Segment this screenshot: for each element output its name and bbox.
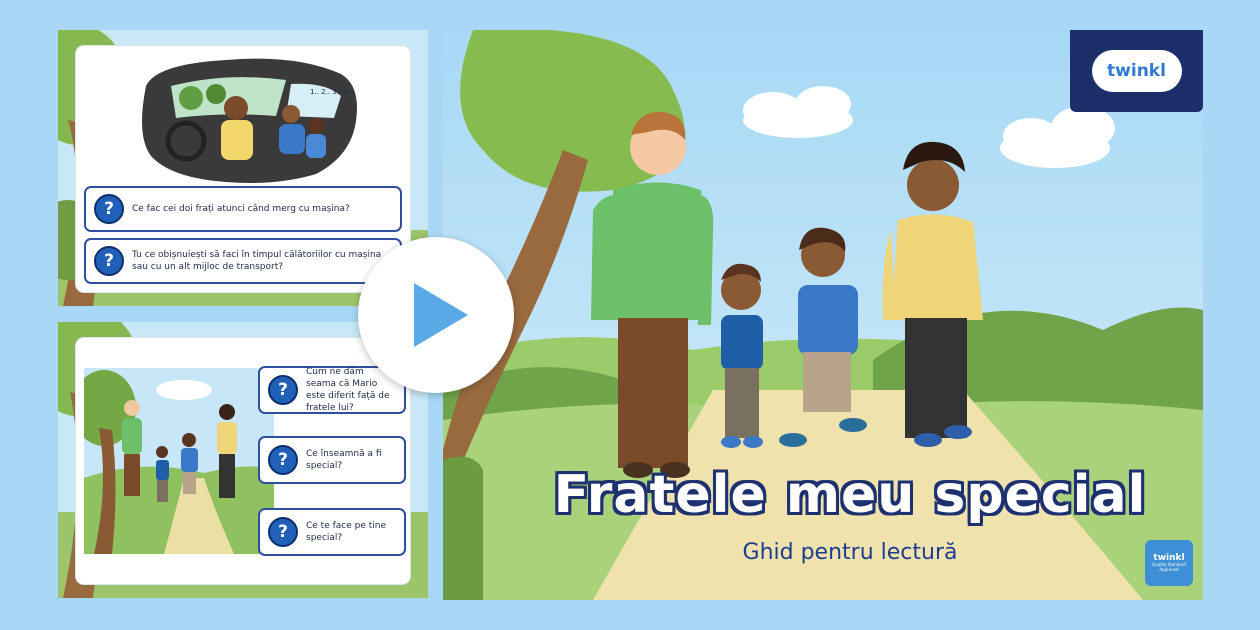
- slide-top-card: [76, 46, 410, 292]
- question-box-4: [258, 436, 406, 484]
- logo-text: twinkl: [1107, 61, 1166, 81]
- play-icon: [396, 275, 476, 355]
- badge-caption-text: Quality Standard Approved: [1152, 562, 1186, 572]
- family-thumbnail: [84, 368, 274, 554]
- question-icon: ?: [94, 194, 124, 224]
- question-text: Ce fac cei doi frați atunci când merg cu mașina?: [132, 203, 350, 214]
- question-text: Cum ne dăm seama că Mario este diferit față de fratele lui?: [306, 366, 390, 414]
- twinkl-logo: [1070, 30, 1203, 112]
- question-icon: ?: [268, 517, 298, 547]
- question-text: Tu ce obișnuiești să faci în timpul călătoriilor cu mașina sau cu un alt mijloc de transport?: [132, 249, 382, 272]
- question-icon: ?: [268, 375, 298, 405]
- question-box-2: [84, 238, 402, 284]
- preview-slide-top[interactable]: [58, 30, 428, 306]
- question-text: Ce înseamnă a fi special?: [306, 448, 382, 471]
- slide-subtitle: Ghid pentru lectură: [742, 540, 958, 565]
- question-icon: ?: [268, 445, 298, 475]
- slide-bottom-card: [76, 338, 410, 584]
- question-box-5: [258, 508, 406, 556]
- badge-logo-text: twinkl: [1153, 553, 1185, 564]
- play-button[interactable]: [358, 237, 514, 393]
- logo-cloud-icon: [1092, 50, 1182, 92]
- preview-slide-bottom[interactable]: [58, 322, 428, 598]
- car-counter-text: 1.. 2.. 3.. 4..: [310, 88, 353, 96]
- question-icon: ?: [94, 246, 124, 276]
- question-box-1: [84, 186, 402, 232]
- slide-title: Fratele meu special: [553, 465, 1147, 525]
- question-text: Ce te face pe tine special?: [306, 520, 387, 543]
